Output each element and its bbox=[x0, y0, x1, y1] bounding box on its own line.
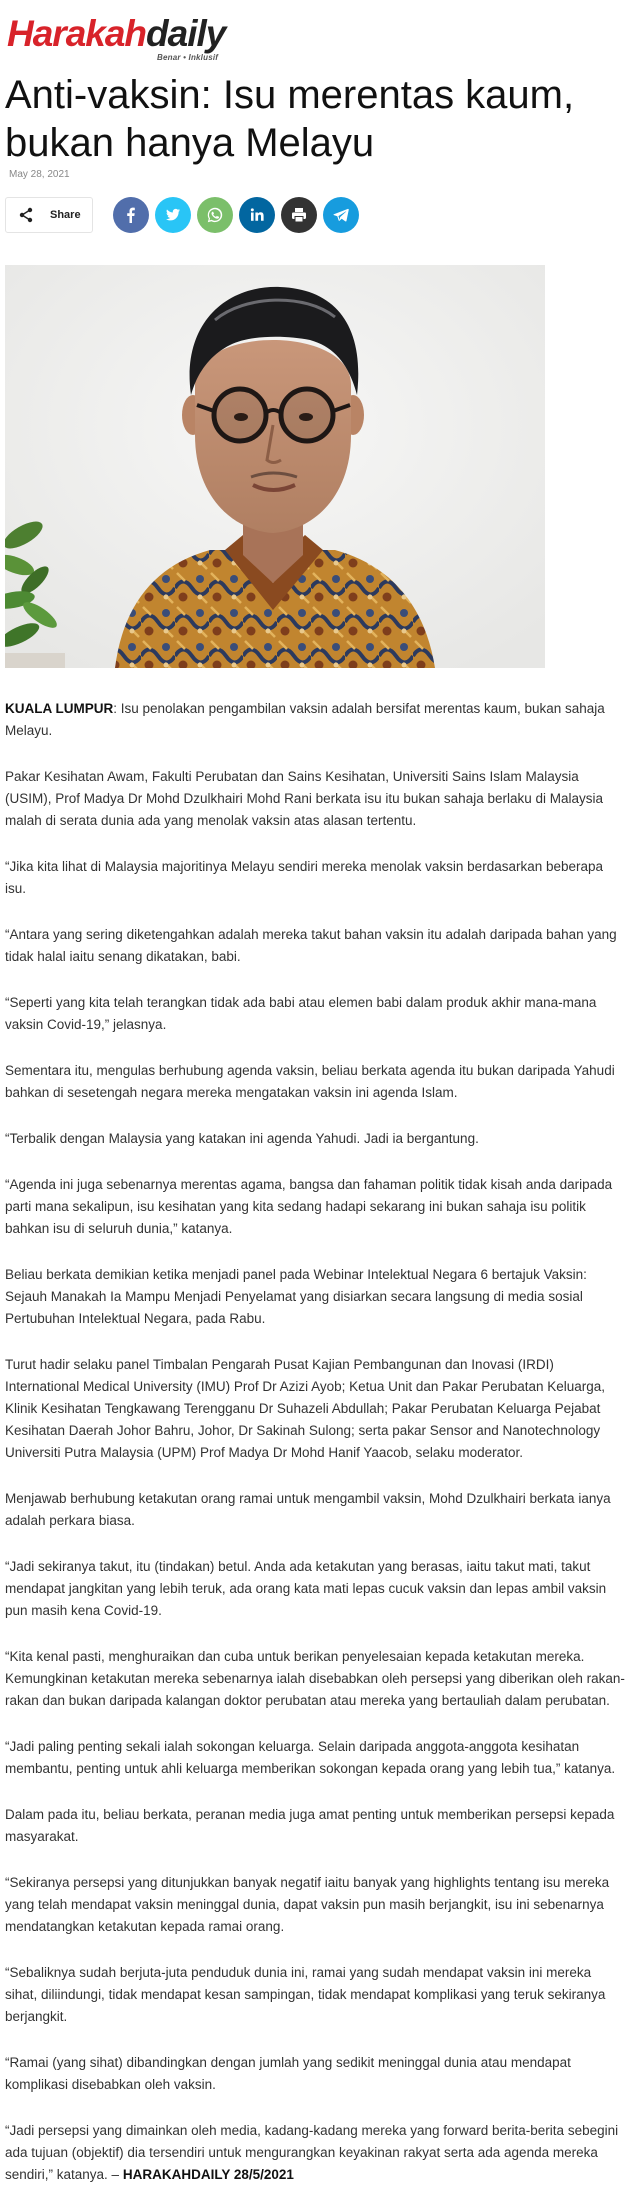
site-logo[interactable] bbox=[7, 14, 277, 62]
article-paragraph: “Terbalik dengan Malaysia yang katakan ini agenda Yahudi. Jadi ia bergantung. bbox=[5, 1131, 479, 1146]
article-paragraph: Beliau berkata demikian ketika menjadi panel pada Webinar Intelektual Negara 6 bertajuk Vaksin: Sejauh Manakah Ia Mampu Menjadi Penyelamat yang disiarkan secara langsung di media sosial Pertubuhan Intelektual Negara, pada Rabu. bbox=[5, 1267, 587, 1326]
whatsapp-icon bbox=[206, 206, 224, 224]
share-label: Share bbox=[50, 209, 81, 221]
logo-tagline: Benar • Inklusif bbox=[157, 53, 219, 62]
featured-image bbox=[5, 265, 545, 668]
logo-part1: Harakah bbox=[7, 13, 147, 54]
article-paragraph: “Sekiranya persepsi yang ditunjukkan banyak negatif iaitu banyak yang highlights tentang isu mereka yang telah mendapat vaksin meninggal dunia, dapat vaksin pun masih berjangkit, isu ini sebenarnya mendatangkan ketakutan kepada ramai orang. bbox=[5, 1875, 610, 1934]
twitter-icon bbox=[164, 206, 182, 224]
final-text: “Jadi persepsi yang dimainkan oleh media, kadang-kadang mereka yang forward berita-berita sebegini ada tujuan (objektif) dia tersendiri untuk mengurangkan keyakinan rakyat serta ada agenda mereka sendiri,” katanya. – bbox=[5, 2123, 619, 2182]
final-paragraph bbox=[5, 2120, 627, 2186]
logo-part2: daily bbox=[146, 13, 226, 54]
article-paragraph: “Ramai (yang sihat) dibandingkan dengan jumlah yang sedikit meninggal dunia atau mendapat komplikasi disebabkan oleh vaksin. bbox=[5, 2055, 571, 2092]
article-signature: HARAKAHDAILY 28/5/2021 bbox=[122, 2167, 294, 2182]
article-paragraph: Dalam pada itu, beliau berkata, peranan media juga amat penting untuk memberikan persepsi kepada masyarakat. bbox=[5, 1807, 615, 1844]
lead-text: : Isu penolakan pengambilan vaksin adalah bersifat merentas kaum, bukan sahaja Melayu. bbox=[5, 701, 605, 738]
article-paragraph: “Seperti yang kita telah terangkan tidak ada babi atau elemen babi dalam produk akhir mana-mana vaksin Covid-19,” jelasnya. bbox=[5, 995, 597, 1032]
linkedin-icon bbox=[248, 206, 266, 224]
article-date: May 28, 2021 bbox=[9, 169, 70, 180]
linkedin-share-button[interactable] bbox=[239, 197, 275, 233]
article-paragraph: “Agenda ini juga sebenarnya merentas agama, bangsa dan fahaman politik tidak kisah anda daripada parti mana sekalipun, isu kesihatan yang kita sedang hadapi sekarang ini bukan sahaja isu politik bahkan isu di seluruh dunia,” katanya. bbox=[5, 1177, 613, 1236]
twitter-share-button[interactable] bbox=[155, 197, 191, 233]
dateline: KUALA LUMPUR bbox=[5, 701, 114, 716]
whatsapp-share-button[interactable] bbox=[197, 197, 233, 233]
article-paragraph: “Kita kenal pasti, menghuraikan dan cuba untuk berikan penyelesaian kepada ketakutan mereka. Kemungkinan ketakutan mereka sebenarnya ialah disebabkan oleh persepsi yang diberikan oleh rakan-rakan dan bukan daripada kalangan doktor perubatan atau mereka yang bertauliah dalam perubatan. bbox=[5, 1649, 625, 1708]
logo-wordmark bbox=[7, 14, 225, 54]
print-button[interactable] bbox=[281, 197, 317, 233]
article-paragraph: “Jika kita lihat di Malaysia majoritinya Melayu sendiri mereka menolak vaksin berdasarkan beberapa isu. bbox=[5, 859, 604, 896]
telegram-share-button[interactable] bbox=[323, 197, 359, 233]
article-paragraph: Turut hadir selaku panel Timbalan Pengarah Pusat Kajian Pembangunan dan Inovasi (IRDI) International Medical University (IMU) Prof Dr Azizi Ayob; Ketua Unit dan Pakar Perubatan Keluarga, Klinik Kesihatan Tengkawang Terengganu Dr Suhazeli Abdullah; Pakar Perubatan Keluarga Pejabat Kesihatan Daerah Johor Bahru, Johor, Dr Sakinah Sulong; serta pakar Sensor and Nanotechnology Universiti Putra Malaysia (UPM) Prof Madya Dr Mohd Hanif Yaacob, selaku moderator. bbox=[5, 1357, 606, 1460]
article-paragraph: “Antara yang sering diketengahkan adalah mereka takut bahan vaksin itu adalah daripada bahan yang tidak halal iaitu senang dikatakan, babi. bbox=[5, 927, 617, 964]
facebook-share-button[interactable] bbox=[113, 197, 149, 233]
lead-paragraph bbox=[5, 698, 627, 742]
article-paragraph: “Jadi sekiranya takut, itu (tindakan) betul. Anda ada ketakutan yang berasas, iaitu takut mati, takut mendapat jangkitan yang lebih teruk, ada orang kata mati lepas cucuk vaksin dan lepas ambil vaksin pun masih kena Covid-19. bbox=[5, 1559, 607, 1618]
article-paragraph: Sementara itu, mengulas berhubung agenda vaksin, beliau berkata agenda itu bukan daripada Yahudi bahkan di sesetengah negara mereka mengatakan vaksin ini agenda Islam. bbox=[5, 1063, 615, 1100]
facebook-icon bbox=[122, 206, 140, 224]
article-title: Anti-vaksin: Isu merentas kaum, bukan hanya Melayu bbox=[5, 73, 575, 165]
article-paragraph: “Sebaliknya sudah berjuta-juta penduduk dunia ini, ramai yang sudah mendapat vaksin ini mereka sihat, diliindungi, tidak mendapat kesan sampingan, tidak mendapat komplikasi yang teruk sekiranya berjangkit. bbox=[5, 1965, 606, 2024]
printer-icon bbox=[290, 206, 308, 224]
telegram-icon bbox=[332, 206, 350, 224]
share-icon bbox=[19, 207, 33, 223]
article-body bbox=[5, 698, 627, 2210]
article-paragraph: Menjawab berhubung ketakutan orang ramai untuk mengambil vaksin, Mohd Dzulkhairi berkata ianya adalah perkara biasa. bbox=[5, 1491, 611, 1528]
portrait-illustration bbox=[5, 265, 545, 668]
share-button[interactable] bbox=[5, 197, 93, 233]
article-paragraph: “Jadi paling penting sekali ialah sokongan keluarga. Selain daripada anggota-anggota kesihatan membantu, penting untuk ahli keluarga memberikan sokongan kepada orang yang lebih tua,” katanya. bbox=[5, 1739, 616, 1776]
article-paragraph: Pakar Kesihatan Awam, Fakulti Perubatan dan Sains Kesihatan, Universiti Sains Islam Malaysia (USIM), Prof Madya Dr Mohd Dzulkhairi Mohd Rani berkata isu itu bukan sahaja berlaku di Malaysia malah di serata dunia ada yang menolak vaksin atas alasan tertentu. bbox=[5, 769, 604, 828]
